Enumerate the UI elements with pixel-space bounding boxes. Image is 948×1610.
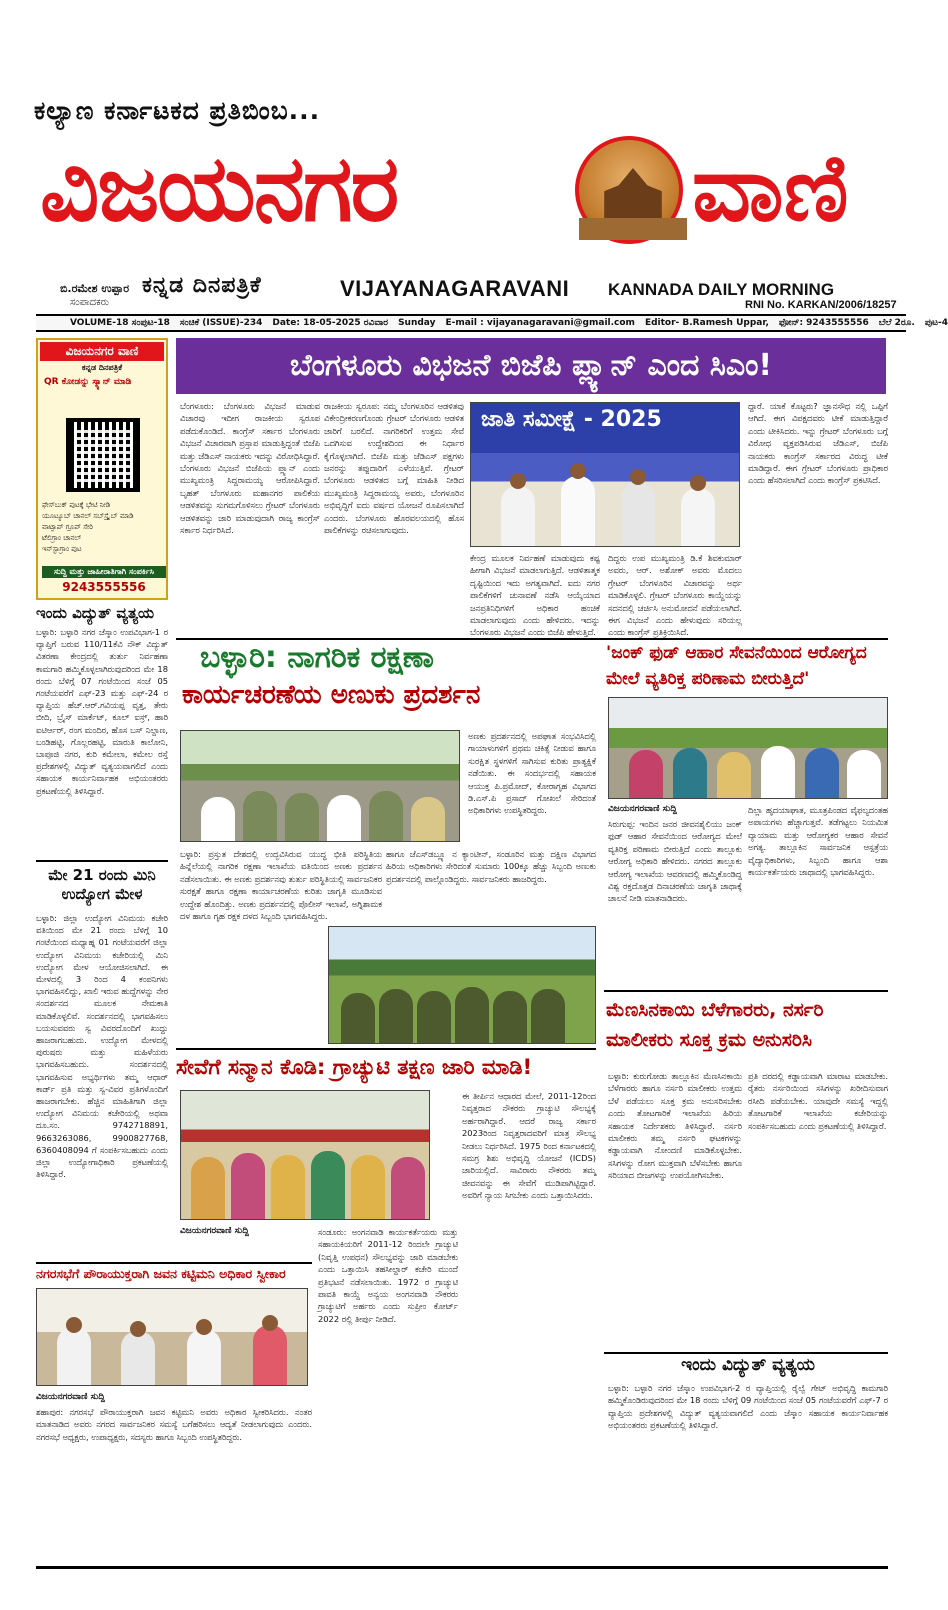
chilli-growers-headline: ಮೆಣಸಿನಕಾಯಿ ಬೆಳೆಗಾರರು, ನರ್ಸರಿ ಮಾಲೀಕರು ಸೂಕ್ತ ಕ್ರಮ ಅನುಸರಿಸಿ — [606, 999, 824, 1051]
ad-line: ಯೂಟ್ಯೂಬ್ ಚಾನಲ್ ಸಬ್‌ಸ್ಕ್ರೈಬ್ ಮಾಡಿ — [42, 512, 134, 520]
divider — [604, 1352, 888, 1354]
ad-qr-label: QR ಕೋಡನ್ನು ಸ್ಕ್ಯಾನ್ ಮಾಡಿ — [44, 377, 132, 387]
ad-title: ವಿಜಯನಗರ ವಾಣಿ — [40, 342, 164, 361]
gratuity-col1: ಸಂಡೂರು: ಅಂಗನವಾಡಿ ಕಾರ್ಯಕರ್ತೆಯರು ಮತ್ತು ಸಹಾಯಕಿಯರಿಗೆ 2011-12 ರಿಂದಲೇ ಗ್ರಾಚ್ಯುಟಿ (ನಿವೃತ್ತಿ ಉಪಧನ) ಸೌಲಭ್ಯವನ್ನು ಜಾರಿ ಮಾಡಬೇಕು ಎಂದು ಒತ್ತಾಯಿಸಿ ತಹಸೀಲ್ದಾರ್ ಕಚೇರಿ ಮುಂದೆ ಪ್ರತಿಭಟನೆ ನಡೆಸಲಾಯಿತು. 1972 ರ ಗ್ರಾಚ್ಯುಟಿ ಪಾವತಿ ಕಾಯ್ದೆ ಅನ್ವಯ ಅಂಗನವಾಡಿ ನೌಕರರು ಗ್ರಾಚ್ಯುಟಿಗೆ ಅರ್ಹರು ಎಂದು ಸುಪ್ರೀಂ ಕೋರ್ಟ್ 2022 ರಲ್ಲಿ ತೀರ್ಪು ನೀಡಿದೆ. — [318, 1227, 458, 1324]
commissioner-headline: ನಗರಸಭೆಗೆ ಪೌರಾಯುಕ್ತರಾಗಿ ಜವನ ಕಟ್ಟಿಮನಿ ಅಧಿಕಾರ ಸ್ವೀಕಾರ — [36, 1266, 286, 1281]
rni-number: RNI No. KARKAN/2006/18257 — [745, 299, 897, 311]
divider — [176, 1048, 596, 1050]
ad-social-list — [42, 500, 166, 555]
press-meet-photo — [470, 402, 740, 547]
commissioner-photo — [36, 1288, 308, 1386]
lead-article-col4: ದಿದ್ದರು ಉಪ ಮುಖ್ಯಮಂತ್ರಿ ಡಿ.ಕೆ ಶಿವಕುಮಾರ್ ಅವರು, ಆರ್. ಅಶೋಕ್ ಅವರು ಮೊದಲು ಗ್ರೇಟರ್ ಬೆಂಗಳೂರಿನ ವಿಚಾರವನ್ನು ಅರ್ಥ ಮಾಡಿಕೊಳ್ಳಲಿ. ಗ್ರೇಟರ್ ಬೆಂಗಳೂರು ಕಾಯ್ದೆಯನ್ನು ಸದನದಲ್ಲಿ ಚರ್ಚಿಸಿ ಅನುಮೋದನೆ ಪಡೆಯಲಾಗಿದೆ. ಈಗ ವಿಭಜನೆ ಎಂದು ಹೇಳುವುದು ಸರಿಯಲ್ಲ ಎಂದು ಕಾಂಗ್ರೆಸ್ ಪ್ರತಿಕ್ರಿಯಿಸಿದೆ. — [608, 553, 742, 638]
lead-article-col3: ಕೇಂದ್ರ ಮೂಲಕ ನಿರ್ವಹಣೆ ಮಾಡುವುದು ಕಷ್ಟ ಹೀಗಾಗಿ ವಿಭಜನೆ ಮಾಡಲಾಗುತ್ತಿದೆ. ಆಡಳಿತಾತ್ಮಕ ದೃಷ್ಟಿಯಿಂದ ಇದು ಅಗತ್ಯವಾಗಿದೆ. ಐದು ನಗರ ಪಾಲಿಕೆಗಳಿಗೆ ಚುನಾವಣೆ ನಡೆಸಿ ಆಯ್ಕೆಯಾದ ಜನಪ್ರತಿನಿಧಿಗಳಿಗೆ ಅಧಿಕಾರ ಹಂಚಿಕೆ ಮಾಡಲಾಗುವುದು ಎಂದು ಹೇಳಿದರು. ಇದನ್ನು ಬೆಂಗಳೂರು ವಿಭಜನೆ ಎಂದು ಬಿಜೆಪಿ ಹೇಳುತ್ತಿದೆ. — [470, 553, 600, 638]
pages: ಪುಟ-4 — [924, 318, 948, 328]
parade-photo — [328, 926, 596, 1044]
brand-subtitle-english: KANNADA DAILY MORNING — [608, 280, 835, 299]
brand-name-right: ವಾಣಿ — [692, 134, 849, 242]
divider — [36, 1262, 312, 1264]
day: Sunday — [398, 318, 436, 328]
lead-article-col1: ಬೆಂಗಳೂರು: ಬೆಂಗಳೂರು ವಿಭಜನೆ ಮಾಡುವ ವಿಚಾರವು ಇದೀಗ ರಾಜಕೀಯ ಸ್ವರೂಪ ಪಡೆದುಕೊಂಡಿದೆ. ಕಾಂಗ್ರೆಸ್ ಸರ್ಕಾರ ಬೆಂಗಳೂರು ವಿಭಜನೆ ವಿಚಾರವಾಗಿ ಪ್ರಸ್ತಾಪ ಮಾಡುತ್ತಿದ್ದಂತೆ ಬಿಜೆಪಿ ಮತ್ತು ಜೆಡಿಎಸ್ ನಾಯಕರು ಇದನ್ನು ವಿರೋಧಿಸಿದ್ದಾರೆ. ಬೆಂಗಳೂರು ವಿಭಜನೆ ಬಿಜೆಪಿಯ ಪ್ಲ್ಯಾನ್ ಎಂದು ಮುಖ್ಯಮಂತ್ರಿ ಸಿದ್ದರಾಮಯ್ಯ ಆರೋಪಿಸಿದ್ದಾರೆ. ಬೃಹತ್ ಬೆಂಗಳೂರು ಮಹಾನಗರ ಪಾಲಿಕೆಯ ಆಡಳಿತವನ್ನು ಸುಗಮಗೊಳಿಸಲು ಗ್ರೇಟರ್ ಬೆಂಗಳೂರು ಆಡಳಿತವನ್ನು ಜಾರಿ ಮಾಡುವುದಾಗಿ ರಾಜ್ಯ ಕಾಂಗ್ರೆಸ್ ಸರ್ಕಾರ ನಿರ್ಧರಿಸಿದೆ. — [180, 401, 320, 536]
divider — [604, 990, 888, 992]
hampi-temple-icon — [575, 136, 683, 244]
email[interactable]: E-mail : vijayanagaravani@gmail.com — [445, 318, 635, 328]
ad-line: ವಾಟ್ಸಾಪ್ ಗ್ರೂಪ್ ಸೇರಿ — [42, 523, 93, 531]
commissioner-credit: ವಿಜಯನಗರವಾಣಿ ಸುದ್ದಿ — [36, 1392, 105, 1402]
brand-name-left: ವಿಜಯನಗರ — [40, 134, 398, 242]
junk-food-col-left: ಸಿರುಗುಪ್ಪ: ಇಂದಿನ ಜನರ ಜೀವನಶೈಲಿಯು ಜಂಕ್ ಫುಡ್ ಆಹಾರ ಸೇವನೆಯಿಂದ ಆರೋಗ್ಯದ ಮೇಲೆ ವ್ಯತಿರಿಕ್ತ ಪರಿಣಾಮ ಬೀರುತ್ತಿದೆ ಎಂದು ತಾಲ್ಲೂಕು ಆರೋಗ್ಯ ಅಧಿಕಾರಿ ಹೇಳಿದರು. ನಗರದ ತಾಲ್ಲೂಕು ಆರೋಗ್ಯ ಇಲಾಖೆಯ ಆವರಣದಲ್ಲಿ ಹಮ್ಮಿಕೊಂಡಿದ್ದ ವಿಶ್ವ ರಕ್ತದೊತ್ತಡ ದಿನಾಚರಣೆಯ ಜಾಗೃತಿ ಜಾಥಾಕ್ಕೆ ಚಾಲನೆ ನೀಡಿ ಮಾತನಾಡಿದರು. — [608, 819, 742, 904]
ad-phone: 9243555556 — [62, 580, 146, 594]
ad-subtitle: ಕನ್ನಡ ದಿನಪತ್ರಿಕೆ — [81, 363, 123, 372]
ad-line: ಇನ್‌ಸ್ಟಾಗ್ರಾಂ ಪುಟ — [42, 545, 82, 553]
power-cut-text: ಬಳ್ಳಾರಿ: ಬಳ್ಳಾರಿ ನಗರ ಜೆಸ್ಕಾಂ ಉಪವಿಭಾಗ-1 ರ ವ್ಯಾಪ್ತಿಗೆ ಬರುವ 110/11ಕೆವಿ ನೌಕ್ ವಿದ್ಯುತ್ ವಿತರಣಾ ಕೇಂದ್ರದಲ್ಲಿ ತುರ್ತು ನಿರ್ವಹಣಾ ಕಾಮಗಾರಿ ಹಮ್ಮಿಕೊಳ್ಳಲಾಗಿರುವುದರಿಂದ ಮೇ 18 ರಂದು ಬೆಳಿಗ್ಗೆ 07 ಗಂಟೆಯಿಂದ ಸಂಜೆ 05 ಗಂಟೆಯವರೆಗೆ ಎಫ್-23 ಮತ್ತು ಎಫ್-24 ರ ವ್ಯಾಪ್ತಿಯ ಹೆಚ್.ಆರ್.ಗವಿಯಪ್ಪ ವೃತ್ತ, ತೇರು ಬೀದಿ, ಬ್ರೈಸ್ ಮಾರ್ಕೆಟ್, ಕೂಲ್ ಐಸ್ರ್, ಹಾರಿ ಐಟಿರ್ಆರ್, ರಂಗ ಮಂದಿರ, ಹೊಸ ಬಸ್ ನಿಲ್ದಾಣ, ಬಂಡಿಹಟ್ಟಿ, ಗೊಲ್ಲರಹಟ್ಟಿ, ಮಾರುತಿ ಕಾಲೋನಿ, ಬಾಪೂಜಿ ನಗರ, ಕುರಿ ಕಮೇಲಾ, ಕಮೇಲ ರಸ್ತೆ ಪ್ರದೇಶಗಳಲ್ಲಿ ವಿದ್ಯುತ್ ವ್ಯತ್ಯಯವಾಗಲಿದೆ ಎಂದು ಸಹಾಯಕ ಕಾರ್ಯನಿರ್ವಾಹಕ ಅಭಿಯಂತರರು ಪ್ರಕಟಣೆಯಲ್ಲಿ ತಿಳಿಸಿದ್ದಾರೆ. — [36, 627, 168, 796]
editor: Editor- B.Ramesh Uppar, — [644, 318, 769, 328]
power-cut-headline-2: ಇಂದು ವಿದ್ಯುತ್ ವ್ಯತ್ಯಯ — [681, 1355, 815, 1375]
civil-defence-col-right: ಅಣಕು ಪ್ರದರ್ಶನದಲ್ಲಿ ಅಪಘಾತ ಸಂಭವಿಸಿದಲ್ಲಿ ಗಾಯಾಳುಗಳಿಗೆ ಪ್ರಥಮ ಚಿಕಿತ್ಸೆ ನೀಡುವ ಹಾಗೂ ಸುರಕ್ಷಿತ ಸ್ಥಳಗಳಿಗೆ ಸಾಗಿಸುವ ಕುರಿತು ಪ್ರಾತ್ಯಕ್ಷಿಕೆ ನಡೆಯಿತು. ಈ ಸಂದರ್ಭದಲ್ಲಿ ಸಹಾಯಕ ಆಯುಕ್ತ ಪಿ.ಪ್ರಮೋದ್, ಕೋರಾಗೃಹ ವಿಭಾಗದ ಡಿ.ಎಸ್.ಪಿ ಪ್ರಸಾದ್ ಗೋಖಲೆ ಸೇರಿದಂತೆ ಅಧಿಕಾರಿಗಳು ಉಪಸ್ಥಿತರಿದ್ದರು. — [468, 731, 596, 816]
qr-advertisement — [36, 338, 168, 600]
civil-defence-col-mid: ಹಾಗೂ ಜೆಎಸ್‌ಡಬ್ಲ್ಯೂ ನ ಕ್ಯಾಂಟೀನ್, ಸಂಡೂರಿನ ಮತ್ತು ದಕ್ಷಿಣ ವಿಭಾಗದ ಹಿರಿಯ ಅಧಿಕಾರಿಗಳು ಸೇರಿದಂತೆ ಸುಮಾರು 100ಕ್ಕೂ ಹೆಚ್ಚು ಸಿಬ್ಬಂದಿ ಅಣುಕು ಪ್ರದರ್ಶನದಲ್ಲಿ ಪಾಲ್ಗೊಂಡಿದ್ದರು. ಸಾರ್ವಜನಿಕರು ಹಾಜರಿದ್ದರು. — [386, 849, 596, 884]
lead-headline: ಬೆಂಗಳೂರು ವಿಭಜನೆ ಬಿಜೆಪಿ ಪ್ಲ್ಯಾನ್ ಎಂದ ಸಿಎಂ! — [176, 338, 886, 394]
civil-defence-headline-line2: ಕಾರ್ಯಚರಣೆಯ ಅಣುಕು ಪ್ರದರ್ಶನ — [182, 680, 481, 710]
junk-food-col-right: ದಿಲ್ಲಾ ಹೃದಯಾಘಾತ, ಮೂತ್ರಪಿಂಡದ ವೈಫಲ್ಯದಂತಹ ಅಪಾಯಗಳು ಹೆಚ್ಚಾಗುತ್ತವೆ. ತಡೆಗಟ್ಟಲು ನಿಯಮಿತ ವ್ಯಾಯಾಮ ಮತ್ತು ಆರೋಗ್ಯಕರ ಆಹಾರ ಸೇವನೆ ಅಗತ್ಯ. ತಾಲ್ಲೂಕಿನ ಸಾರ್ವಜನಿಕ ಆಸ್ಪತ್ರೆಯ ವೈದ್ಯಾಧಿಕಾರಿಗಳು, ಸಿಬ್ಬಂದಿ ಹಾಗೂ ಆಶಾ ಕಾರ್ಯಕರ್ತೆಯರು ಜಾಥಾದಲ್ಲಿ ಭಾಗವಹಿಸಿದ್ದರು. — [748, 805, 888, 878]
gratuity-credit: ವಿಜಯನಗರವಾಣಿ ಸುದ್ದಿ — [180, 1226, 249, 1236]
issue: ಸಂಚಿಕೆ (ISSUE)-234 — [179, 318, 263, 328]
protest-photo — [180, 1090, 430, 1220]
power-cut-text-2: ಬಳ್ಳಾರಿ: ಬಳ್ಳಾರಿ ನಗರ ಜೆಸ್ಕಾಂ ಉಪವಿಭಾಗ-2 ರ ವ್ಯಾಪ್ತಿಯಲ್ಲಿ ರೈಲ್ವೆ ಗೇಟ್ ಅಭಿವೃದ್ಧಿ ಕಾಮಗಾರಿ ಹಮ್ಮಿಕೊಂಡಿರುವುದರಿಂದ ಮೇ 18 ರಂದು ಬೆಳಿಗ್ಗೆ 09 ಗಂಟೆಯಿಂದ ಸಂಜೆ 05 ಗಂಟೆಯವರೆಗೆ ಎಫ್-7 ರ ವ್ಯಾಪ್ತಿಯ ಪ್ರದೇಶಗಳಲ್ಲಿ ವಿದ್ಯುತ್ ವ್ಯತ್ಯಯವಾಗಲಿದೆ ಎಂದು ಜೆಸ್ಕಾಂ ಸಹಾಯಕ ಕಾರ್ಯನಿರ್ವಾಹಕ ಅಭಿಯಂತರರು ಪ್ರಕಟಣೆಯಲ್ಲಿ ತಿಳಿಸಿದ್ದಾರೆ. — [608, 1383, 888, 1431]
junk-food-headline: 'ಜಂಕ್ ಫುಡ್ ಆಹಾರ ಸೇವನೆಯಿಂದ ಆರೋಗ್ಯದ ಮೇಲೆ ವ್ಯತಿರಿಕ್ತ ಪರಿಣಾಮ ಬೀರುತ್ತಿದೆ' — [606, 643, 867, 689]
civil-defence-headline-line1: ಬಳ್ಳಾರಿ: ನಾಗರಿಕ ರಕ್ಷಣಾ — [200, 640, 435, 675]
lead-article-col5: ದ್ದಾರೆ. ಯಾಕೆ ಕೊಟ್ಟರು? ಜ್ಞಾನಸೌಧ ನಲ್ಲಿ ಒಪ್ಪಿಗೆ ಆಗಿದೆ. ಈಗ ವಿಪಕ್ಷದವರು ಟೀಕೆ ಮಾಡುತ್ತಿದ್ದಾರೆ ಎಂದು ಟೀಕಿಸಿದರು. ಇನ್ನು ಗ್ರೇಟರ್ ಬೆಂಗಳೂರು ಬಗ್ಗೆ ವಿರೋಧ ವ್ಯಕ್ತಪಡಿಸಿರುವ ಜೆಡಿಎಸ್, ಬಿಜೆಪಿ ನಾಯಕರು ಕಾಂಗ್ರೆಸ್ ಸರ್ಕಾರದ ವಿರುದ್ಧ ಟೀಕೆ ಮಾಡಿದ್ದಾರೆ. ಈಗ ಗ್ರೇಟರ್ ಬೆಂಗಳೂರು ಪ್ರಾಧಿಕಾರ ಎಂದು ಹೆಸರಿಸಲಾಗಿದೆ ಎಂದು ಕಾಂಗ್ರೆಸ್ ಪ್ರಕಟಿಸಿದೆ. — [748, 401, 888, 486]
date: Date: 18-05-2025 ರವಿವಾರ — [272, 318, 389, 328]
job-fair-text: ಬಳ್ಳಾರಿ: ಜಿಲ್ಲಾ ಉದ್ಯೋಗ ವಿನಿಮಯ ಕಚೇರಿ ವತಿಯಿಂದ ಮೇ 21 ರಂದು ಬೆಳಿಗ್ಗೆ 10 ಗಂಟೆಯಿಂದ ಮಧ್ಯಾಹ್ನ 01 ಗಂಟೆಯವರೆಗೆ ಜಿಲ್ಲಾ ಉದ್ಯೋಗ ವಿನಿಮಯ ಕಚೇರಿಯಲ್ಲಿ ಮಿನಿ ಉದ್ಯೋಗ ಮೇಳ ಆಯೋಜಿಸಲಾಗಿದೆ. ಈ ಮೇಳದಲ್ಲಿ 3 ರಿಂದ 4 ಕಂಪನಿಗಳು ಭಾಗವಹಿಸಲಿದ್ದು, ಖಾಲಿ ಇರುವ ಹುದ್ದೆಗಳನ್ನು ನೇರ ಸಂದರ್ಶನದ ಮೂಲಕ ನೇಮಕಾತಿ ಮಾಡಿಕೊಳ್ಳಲಿವೆ. ಸಂದರ್ಶನದಲ್ಲಿ ಭಾಗವಹಿಸಲು ಬಯಸುವವರು ಸ್ವ ವಿವರದೊಂದಿಗೆ ಖುದ್ದು ಹಾಜರಾಗಬಹುದು. ಉದ್ಯೋಗ ಮೇಳದಲ್ಲಿ ಪುರುಷರು ಮತ್ತು ಮಹಿಳೆಯರು ಭಾಗವಹಿಸಬಹುದು. ಸಂದರ್ಶನದಲ್ಲಿ ಭಾಗವಹಿಸುವ ಅಭ್ಯರ್ಥಿಗಳು ತಮ್ಮ ಆಧಾರ್ ಕಾರ್ಡ್ ಪ್ರತಿ ಮತ್ತು ಸ್ವ-ವಿವರ ಪ್ರತಿಗಳೊಂದಿಗೆ ಹಾಜರಾಗಬೇಕು. ಹೆಚ್ಚಿನ ಮಾಹಿತಿಗಾಗಿ ಜಿಲ್ಲಾ ಉದ್ಯೋಗ ವಿನಿಮಯ ಕಚೇರಿಯಲ್ಲಿ ಅಥವಾ ದೂ.ಸಂ. 9742718891, 9663263086, 9900827768, 6360408094 ಗೆ ಸಂಪರ್ಕಿಸಬಹುದು ಎಂದು ಜಿಲ್ಲಾ ಉದ್ಯೋಗಾಧಿಕಾರಿ ಪ್ರಕಟಣೆಯಲ್ಲಿ ತಿಳಿಸಿದ್ದಾರೆ. — [36, 913, 168, 1180]
power-cut-headline: ಇಂದು ವಿದ್ಯುತ್ ವ್ಯತ್ಯಯ — [36, 604, 155, 622]
ad-line: ಫೇಸ್‌ಬುಕ್ ಪುಟಕ್ಕೆ ಭೇಟಿ ನೀಡಿ — [42, 501, 111, 509]
chilli-col-left: ಬಳ್ಳಾರಿ: ಕುರುಗೋಡು ತಾಲ್ಲೂಕಿನ ಮೆಣಸಿನಕಾಯಿ ಬೆಳೆಗಾರರು ಹಾಗೂ ನರ್ಸರಿ ಮಾಲೀಕರು ಉತ್ತಮ ಬೆಳೆ ಪಡೆಯಲು ಸೂಕ್ತ ಕ್ರಮ ಅನುಸರಿಸಬೇಕು ಎಂದು ತೋಟಗಾರಿಕೆ ಇಲಾಖೆಯ ಹಿರಿಯ ಸಹಾಯಕ ನಿರ್ದೇಶಕರು ತಿಳಿಸಿದ್ದಾರೆ. ನರ್ಸರಿ ಮಾಲೀಕರು ತಮ್ಮ ನರ್ಸರಿ ಘಟಕಗಳನ್ನು ಕಡ್ಡಾಯವಾಗಿ ನೋಂದಣಿ ಮಾಡಿಕೊಳ್ಳಬೇಕು. ಸಸಿಗಳನ್ನು ರೋಗ ಮುಕ್ತವಾಗಿ ಬೆಳೆಸಬೇಕು ಹಾಗೂ ಸರಿಯಾದ ಬೀಜಗಳನ್ನು ಉಪಯೋಗಿಸಬೇಕು. — [608, 1071, 742, 1181]
gratuity-headline: ಸೇವೆಗೆ ಸನ್ಮಾನ ಕೊಡಿ: ಗ್ರಾಚ್ಯುಟಿ ತಕ್ಷಣ ಜಾರಿ ಮಾಡಿ! — [176, 1055, 533, 1079]
awareness-rally-photo — [608, 697, 888, 799]
chilli-col-right: ಪ್ರತಿ ದರದಲ್ಲಿ ಕಡ್ಡಾಯವಾಗಿ ಮಾರಾಟ ಮಾಡಬೇಕು. ರೈತರು ನರ್ಸರಿಯಿಂದ ಸಸಿಗಳನ್ನು ಖರೀದಿಸುವಾಗ ರಸೀದಿ ಪಡೆಯಬೇಕು. ಯಾವುದೇ ಸಮಸ್ಯೆ ಇದ್ದಲ್ಲಿ ತೋಟಗಾರಿಕೆ ಇಲಾಖೆಯ ಕಚೇರಿಯನ್ನು ಸಂಪರ್ಕಿಸಬಹುದು ಎಂದು ಪ್ರಕಟಣೆಯಲ್ಲಿ ತಿಳಿಸಿದ್ದಾರೆ. — [748, 1071, 888, 1131]
civil-defence-col-left: ಬಳ್ಳಾರಿ: ಪ್ರಸ್ತುತ ದೇಶದಲ್ಲಿ ಉದ್ಭವಿಸಿರುವ ಯುದ್ಧ ಭೀತಿ ಪರಿಸ್ಥಿತಿಯ ಹಿನ್ನೆಲೆಯಲ್ಲಿ ನಾಗರಿಕ ರಕ್ಷಣಾ ಇಲಾಖೆಯ ವತಿಯಿಂದ ಅಣಕು ಪ್ರದರ್ಶನ ನಡೆಸಲಾಯಿತು. ಈ ಅಣಕು ಪ್ರದರ್ಶನವು ತುರ್ತು ಪರಿಸ್ಥಿತಿಯಲ್ಲಿ ಸಾರ್ವಜನಿಕರ ಸುರಕ್ಷತೆ ಹಾಗೂ ರಕ್ಷಣಾ ಕಾರ್ಯಾಚರಣೆಯ ಕುರಿತು ಜಾಗೃತಿ ಮೂಡಿಸುವ ಉದ್ದೇಶ ಹೊಂದಿತ್ತು. ಅಣಕು ಪ್ರದರ್ಶನದಲ್ಲಿ ಪೊಲೀಸ್ ಇಲಾಖೆ, ಅಗ್ನಿಶಾಮಕ ದಳ ಹಾಗೂ ಗೃಹ ರಕ್ಷಕ ದಳದ ಸಿಬ್ಬಂದಿ ಭಾಗವಹಿಸಿದ್ದರು. — [180, 849, 382, 922]
lead-article-col2: ರಾಜಕೀಯ ಸ್ವರೂಪ: ನಮ್ಮ ಬೆಂಗಳೂರಿನ ಆಡಳಿತವು ವಿಕೇಂದ್ರೀಕರಣಗೊಂಡು ಗ್ರೇಟರ್ ಬೆಂಗಳೂರು ಆಡಳಿತ ಜಾರಿಗೆ ಬರಲಿದೆ. ನಾಗರಿಕರಿಗೆ ಉತ್ತಮ ಸೇವೆ ಒದಗಿಸುವ ಉದ್ದೇಶದಿಂದ ಈ ನಿರ್ಧಾರ ಕೈಗೊಳ್ಳಲಾಗಿದೆ. ಬಿಜೆಪಿ ಮತ್ತು ಜೆಡಿಎಸ್ ಪಕ್ಷಗಳು ಜನರನ್ನು ತಪ್ಪುದಾರಿಗೆ ಎಳೆಯುತ್ತಿವೆ. ಗ್ರೇಟರ್ ಬೆಂಗಳೂರು ಆಡಳಿತದ ಬಗ್ಗೆ ಮಾಹಿತಿ ನೀಡಿದ ಮುಖ್ಯಮಂತ್ರಿ ಸಿದ್ದರಾಮಯ್ಯ ಅವರು, ಬೆಂಗಳೂರಿನ ಅಭಿವೃದ್ಧಿಗೆ ಐದು ವರ್ಷದ ಯೋಜನೆ ರೂಪಿಸಲಾಗಿದೆ ಎಂದರು. ಬೆಂಗಳೂರು ಹೊರವಲಯದಲ್ಲಿ ಹೊಸ ಪಾಲಿಕೆಗಳನ್ನು ರಚಿಸಲಾಗುವುದು. — [324, 401, 464, 536]
qr-code-icon[interactable] — [66, 418, 140, 492]
volume: VOLUME-18 ಸಂಪುಟ-18 — [70, 318, 170, 328]
commissioner-text: ಶಹಾಪುರ: ನಗರಸಭೆ ಪೌರಾಯುಕ್ತರಾಗಿ ಜವನ ಕಟ್ಟಿಮನಿ ಅವರು ಅಧಿಕಾರ ಸ್ವೀಕರಿಸಿದರು. ನಂತರ ಮಾತನಾಡಿದ ಅವರು ನಗರದ ಸಾರ್ವಜನಿಕರ ಸಮಸ್ಯೆ ಬಗೆಹರಿಸಲು ಆದ್ಯತೆ ನೀಡಲಾಗುವುದು ಎಂದರು. ನಗರಸಭೆ ಅಧ್ಯಕ್ಷರು, ಉಪಾಧ್ಯಕ್ಷರು, ಸದಸ್ಯರು ಹಾಗೂ ಸಿಬ್ಬಂದಿ ಉಪಸ್ಥಿತರಿದ್ದರು. — [36, 1407, 312, 1442]
price: ಬೆಲೆ 2ರೂ. — [878, 318, 915, 328]
ad-contact-label: ಸುದ್ದಿ ಮತ್ತು ಜಾಹೀರಾತಿಗಾಗಿ ಸಂಪರ್ಕಿಸಿ — [42, 566, 166, 578]
editor-role: ಸಂಪಾದಕರು — [70, 297, 110, 308]
masthead-brand — [40, 128, 920, 248]
page-bottom-rule — [36, 1566, 888, 1569]
divider — [36, 860, 168, 862]
gratuity-col1-intro — [180, 1240, 310, 1262]
issue-info-bar — [36, 314, 948, 332]
mock-drill-photo — [180, 730, 460, 842]
daily-label-kannada: ಕನ್ನಡ ದಿನಪತ್ರಿಕೆ — [142, 273, 262, 298]
masthead-tagline: ಕಲ್ಯಾಣ ಕರ್ನಾಟಕದ ಪ್ರತಿಬಿಂಬ... — [34, 96, 321, 125]
junk-food-credit: ವಿಜಯನಗರವಾಣಿ ಸುದ್ದಿ — [608, 804, 677, 814]
job-fair-headline: ಮೇ 21 ರಂದು ಮಿನಿ ಉದ್ಯೋಗ ಮೇಳ — [48, 866, 156, 903]
photo-banner-text: ಜಾತಿ ಸಮೀಕ್ಷೆ - 2025 — [481, 407, 662, 432]
gratuity-col2: ಈ ತೀರ್ಪಿನ ಆಧಾರದ ಮೇಲೆ, 2011-12ರಿಂದ ನಿವೃತ್ತರಾದ ನೌಕರರು ಗ್ರಾಚ್ಯುಟಿ ಸೌಲಭ್ಯಕ್ಕೆ ಅರ್ಹರಾಗಿದ್ದಾರೆ. ಆದರೆ ರಾಜ್ಯ ಸರ್ಕಾರ 2023ರಿಂದ ನಿವೃತ್ತರಾದವರಿಗೆ ಮಾತ್ರ ಸೌಲಭ್ಯ ನೀಡಲು ನಿರ್ಧರಿಸಿದೆ. 1975 ರಿಂದ ಕರ್ನಾಟಕದಲ್ಲಿ ಸಮಗ್ರ ಶಿಶು ಅಭಿವೃದ್ಧಿ ಯೋಜನೆ (ICDS) ಜಾರಿಯಲ್ಲಿದೆ. ಸಾವಿರಾರು ನೌಕರರು ತಮ್ಮ ಜೀವನವನ್ನು ಈ ಸೇವೆಗೆ ಮುಡಿಪಾಗಿಟ್ಟಿದ್ದಾರೆ. ಅವರಿಗೆ ನ್ಯಾಯ ಸಿಗಬೇಕು ಎಂದು ಒತ್ತಾಯಿಸಿದರು. — [462, 1091, 596, 1201]
phone: ಫೋನ್: 9243555556 — [778, 318, 869, 328]
brand-name-english: VIJAYANAGARAVANI — [340, 276, 570, 301]
editor-name: ಬಿ.ರಮೇಶ ಉಪ್ಪಾರ — [60, 282, 130, 295]
ad-line: ಟೆಲಿಗ್ರಾಂ ಚಾನಲ್ — [42, 534, 82, 542]
